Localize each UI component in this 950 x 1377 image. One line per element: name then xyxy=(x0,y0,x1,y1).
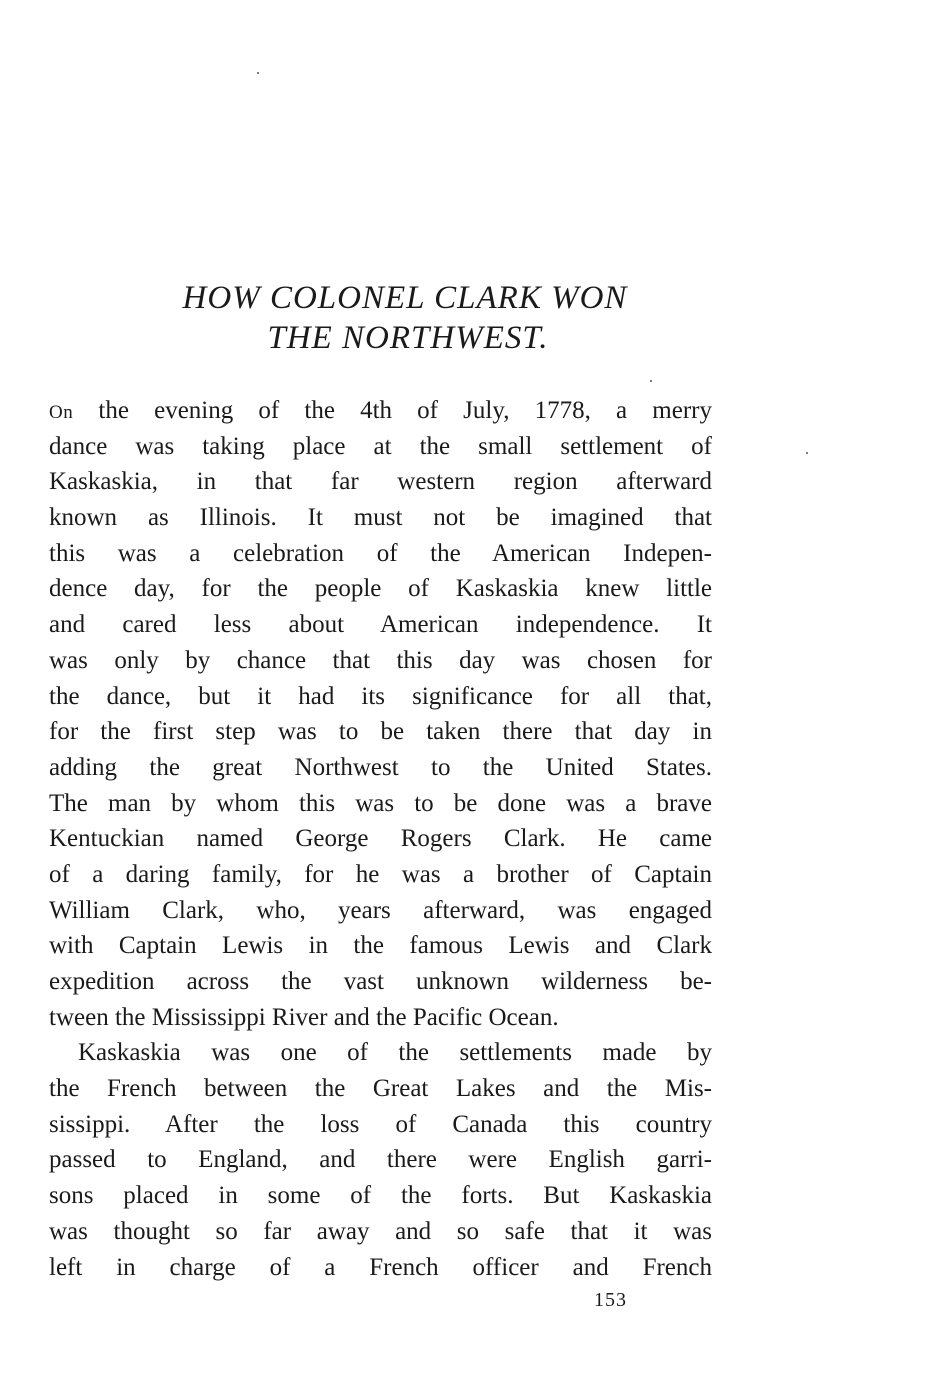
text-line: for the first step was to be taken there that day in xyxy=(49,718,712,746)
chapter-title-line-1: HOW COLONEL CLARK WON xyxy=(182,280,628,316)
text-line: was only by chance that this day was chosen for xyxy=(49,646,712,674)
print-speck xyxy=(806,452,808,454)
text-line: Kaskaskia, in that far western region afterward xyxy=(49,468,712,496)
text-line: was thought so far away and so safe that it was xyxy=(49,1217,712,1245)
text-line: sons placed in some of the forts. But Kaskaskia xyxy=(49,1182,712,1210)
text-line: expedition across the vast unknown wilderness be- xyxy=(49,968,712,995)
text-line: tween the Mississippi River and the Pacific Ocean. xyxy=(49,1003,559,1031)
text-line: and cared less about American independence. It xyxy=(49,611,712,639)
page-number: 153 xyxy=(594,1289,627,1311)
text-line: the dance, but it had its significance for all that, xyxy=(49,682,712,710)
text-line: passed to England, and there were English garri- xyxy=(49,1146,712,1174)
text-line: On the evening of the 4th of July, 1778, a merry xyxy=(49,397,712,424)
text-line: sissippi. After the loss of Canada this country xyxy=(49,1110,712,1138)
text-line: adding the great Northwest to the United States. xyxy=(49,753,712,781)
text-line: left in charge of a French officer and French xyxy=(49,1253,712,1281)
text-line: with Captain Lewis in the famous Lewis and Clark xyxy=(49,932,712,960)
text-line: dance was taking place at the small settlement of xyxy=(49,432,712,460)
text-line: Kentuckian named George Rogers Clark. He came xyxy=(49,825,712,853)
text-line: known as Illinois. It must not be imagined that xyxy=(49,504,712,532)
chapter-title-line-2: THE NORTHWEST. xyxy=(267,320,549,356)
text-line: Kaskaskia was one of the settlements made by xyxy=(78,1039,712,1067)
text-line: The man by whom this was to be done was a brave xyxy=(49,789,712,817)
body-paragraphs xyxy=(49,393,712,1285)
print-speck xyxy=(257,72,259,74)
text-line: this was a celebration of the American Indepen- xyxy=(49,539,712,567)
drop-lead-word: On xyxy=(49,402,74,423)
text-line: William Clark, who, years afterward, was engaged xyxy=(49,896,712,924)
text-line: dence day, for the people of Kaskaskia knew little xyxy=(49,575,712,603)
text-line: the French between the Great Lakes and the Mis- xyxy=(49,1075,712,1103)
chapter-title xyxy=(60,278,750,358)
text-line: of a daring family, for he was a brother of Captain xyxy=(49,860,712,888)
print-speck xyxy=(650,380,652,382)
